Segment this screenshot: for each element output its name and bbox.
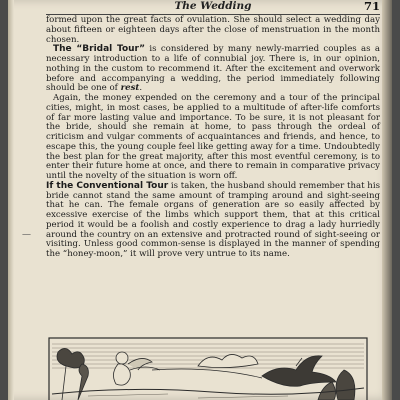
heading-bridal-tour: The “Bridal Tour”	[53, 44, 146, 55]
paragraph-conventional-tour	[46, 182, 380, 260]
paragraph-bridal-tour-text-b: .	[139, 83, 143, 94]
running-head: The Wedding	[174, 0, 252, 12]
heading-conventional-tour: If the Conventional Tour	[46, 180, 169, 191]
book-page	[8, 0, 392, 400]
paragraph-bridal-tour	[46, 45, 380, 94]
margin-mark: —	[22, 230, 31, 240]
page-gutter	[8, 0, 14, 400]
paragraph-bridal-tour-text-a: is considered by many newly-married couples as a necessary introduction to a life of connubial joy. There is, in our opinion, nothing in the custom to recommend it. After the excitement and overwork before and accompanying a wedding, the period immediately following should be one of	[46, 44, 380, 94]
page-body	[46, 16, 380, 260]
paragraph-ovulation: formed upon the great facts of ovulation. She should select a wedding day about fifteen or eighteen days after the close of menstruation in the month chosen.	[46, 15, 380, 45]
emphasis-rest: rest	[120, 83, 140, 94]
paragraph-money-expended: Again, the money expended on the ceremony and a tour of the principal cities, might, in most cases, be applied to a multitude of after-life comforts of far more lasting value and importance. To be sure, it is not pleasant for the bride, should she remain at home, to pass through the ordeal of criticism and vulgar comments of acquaintances and friends, and hence, to escape this, the young couple feel like getting away for a time. Undoubtedly the best plan for the great majority, after this most eventful ceremony, is to enter their future home at once, and there to remain in comparative privacy until the novelty of the situation is worn off.	[46, 93, 380, 181]
woodcut-illustration	[48, 336, 368, 400]
woodcut-cherub-bird-engraving-icon	[49, 338, 367, 400]
page-number: 71	[363, 0, 380, 13]
page-right-edge-shadow	[382, 0, 392, 400]
paragraph-conventional-tour-text: is taken, the husband should remember that his bride cannot stand the same amount of tramping around and sight-seeing that he can. The female organs of generation are so easily affected by excessive exercise of the limbs which support them, that at this critical period it would be a foolish and costly experience to drag a lady hurriedly around the country on an extensive and protracted round of sight-seeing or visiting. Unless good common-sense is displayed in the manner of spending the “honey-moon,” it will prove very untrue to its name.	[46, 180, 380, 259]
page-header	[46, 0, 380, 15]
